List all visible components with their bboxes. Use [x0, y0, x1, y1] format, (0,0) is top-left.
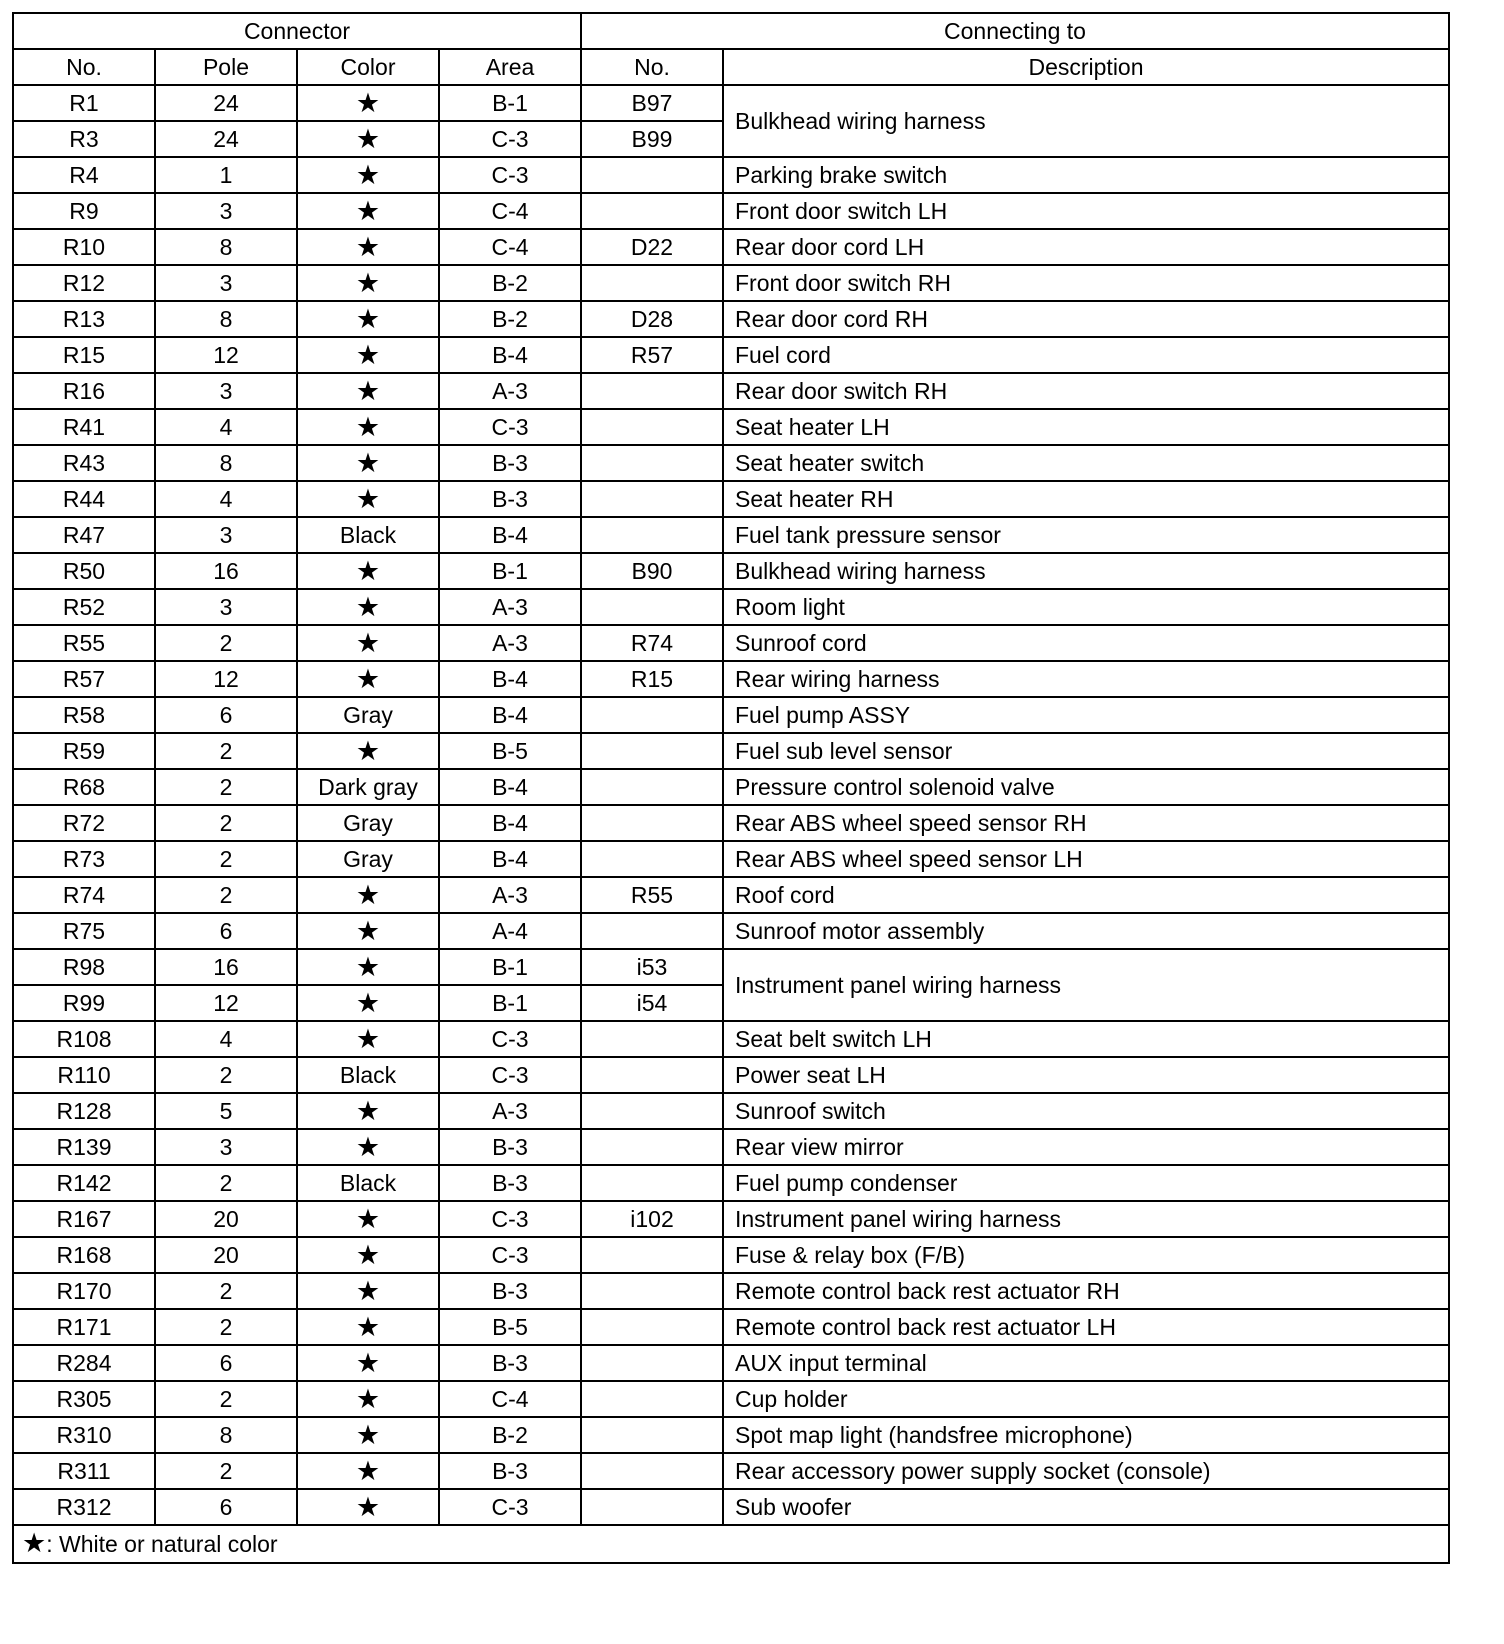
- cell-pole: 6: [155, 1345, 297, 1381]
- cell-pole: 2: [155, 1273, 297, 1309]
- cell-area: B-4: [439, 841, 581, 877]
- cell-connecting-no: B99: [581, 121, 723, 157]
- cell-description: Front door switch LH: [723, 193, 1449, 229]
- cell-area: C-4: [439, 229, 581, 265]
- table-row: [13, 1345, 1449, 1381]
- cell-description: Fuel tank pressure sensor: [723, 517, 1449, 553]
- table-row: [13, 193, 1449, 229]
- cell-area: C-3: [439, 1201, 581, 1237]
- cell-area: B-1: [439, 985, 581, 1021]
- cell-color-star-icon: ★: [297, 913, 439, 949]
- cell-connecting-no: [581, 1129, 723, 1165]
- cell-connector-no: R43: [13, 445, 155, 481]
- cell-area: B-4: [439, 337, 581, 373]
- cell-description: Sunroof motor assembly: [723, 913, 1449, 949]
- cell-connector-no: R16: [13, 373, 155, 409]
- cell-pole: 20: [155, 1201, 297, 1237]
- cell-description: Room light: [723, 589, 1449, 625]
- table-row: [13, 1201, 1449, 1237]
- connecting-to-group-header: Connecting to: [581, 13, 1449, 49]
- table-row: [13, 409, 1449, 445]
- cell-description: Fuel pump ASSY: [723, 697, 1449, 733]
- cell-description: Sub woofer: [723, 1489, 1449, 1525]
- cell-color-star-icon: ★: [297, 1021, 439, 1057]
- cell-color-star-icon: ★: [297, 445, 439, 481]
- cell-description: Power seat LH: [723, 1057, 1449, 1093]
- cell-color-star-icon: ★: [297, 121, 439, 157]
- cell-area: B-4: [439, 517, 581, 553]
- cell-connector-no: R75: [13, 913, 155, 949]
- cell-area: C-3: [439, 1489, 581, 1525]
- cell-color-star-icon: ★: [297, 1129, 439, 1165]
- cell-description: Sunroof switch: [723, 1093, 1449, 1129]
- cell-color-star-icon: ★: [297, 661, 439, 697]
- cell-connector-no: R52: [13, 589, 155, 625]
- legend-cell: [13, 1525, 1449, 1563]
- cell-color: Gray: [297, 697, 439, 733]
- cell-connector-no: R9: [13, 193, 155, 229]
- table-row: [13, 1273, 1449, 1309]
- cell-area: B-5: [439, 1309, 581, 1345]
- cell-connector-no: R98: [13, 949, 155, 985]
- cell-area: B-1: [439, 553, 581, 589]
- table-row: [13, 517, 1449, 553]
- cell-color: Gray: [297, 805, 439, 841]
- cell-description: Spot map light (handsfree microphone): [723, 1417, 1449, 1453]
- cell-pole: 20: [155, 1237, 297, 1273]
- table-row: [13, 769, 1449, 805]
- table-footer: [13, 1525, 1449, 1563]
- cell-area: C-3: [439, 1237, 581, 1273]
- cell-connector-no: R167: [13, 1201, 155, 1237]
- cell-connector-no: R58: [13, 697, 155, 733]
- cell-connector-no: R110: [13, 1057, 155, 1093]
- cell-connecting-no: [581, 193, 723, 229]
- cell-connecting-no: [581, 1165, 723, 1201]
- cell-connector-no: R73: [13, 841, 155, 877]
- cell-connector-no: R310: [13, 1417, 155, 1453]
- cell-pole: 2: [155, 1057, 297, 1093]
- cell-color-star-icon: ★: [297, 877, 439, 913]
- table-row: [13, 373, 1449, 409]
- cell-area: A-3: [439, 1093, 581, 1129]
- cell-pole: 6: [155, 1489, 297, 1525]
- cell-description: Bulkhead wiring harness: [723, 553, 1449, 589]
- cell-area: B-4: [439, 769, 581, 805]
- cell-connecting-no: R57: [581, 337, 723, 373]
- cell-color-star-icon: ★: [297, 1309, 439, 1345]
- cell-description: Rear ABS wheel speed sensor LH: [723, 841, 1449, 877]
- cell-connecting-no: i53: [581, 949, 723, 985]
- cell-connecting-no: R74: [581, 625, 723, 661]
- cell-connecting-no: [581, 733, 723, 769]
- cell-color-star-icon: ★: [297, 553, 439, 589]
- table-row: [13, 301, 1449, 337]
- table-row: [13, 1453, 1449, 1489]
- cell-connector-no: R99: [13, 985, 155, 1021]
- cell-pole: 16: [155, 553, 297, 589]
- cell-connecting-no: [581, 1309, 723, 1345]
- cell-connecting-no: [581, 1345, 723, 1381]
- cell-color-star-icon: ★: [297, 85, 439, 121]
- cell-connector-no: R74: [13, 877, 155, 913]
- cell-connector-no: R284: [13, 1345, 155, 1381]
- cell-pole: 3: [155, 1129, 297, 1165]
- table-row: [13, 1381, 1449, 1417]
- cell-color-star-icon: ★: [297, 1381, 439, 1417]
- cell-connector-no: R44: [13, 481, 155, 517]
- cell-area: C-3: [439, 1021, 581, 1057]
- cell-connector-no: R312: [13, 1489, 155, 1525]
- cell-connector-no: R3: [13, 121, 155, 157]
- table-row: [13, 697, 1449, 733]
- cell-pole: 12: [155, 661, 297, 697]
- cell-area: C-3: [439, 157, 581, 193]
- cell-color-star-icon: ★: [297, 1201, 439, 1237]
- cell-connector-no: R108: [13, 1021, 155, 1057]
- table-row: [13, 1309, 1449, 1345]
- cell-description: Rear door switch RH: [723, 373, 1449, 409]
- table-row: [13, 85, 1449, 121]
- cell-pole: 3: [155, 265, 297, 301]
- cell-color-star-icon: ★: [297, 1417, 439, 1453]
- cell-pole: 6: [155, 697, 297, 733]
- cell-description: Instrument panel wiring harness: [723, 1201, 1449, 1237]
- table-row: [13, 841, 1449, 877]
- cell-color-star-icon: ★: [297, 589, 439, 625]
- cell-pole: 4: [155, 481, 297, 517]
- cell-pole: 24: [155, 121, 297, 157]
- cell-connector-no: R55: [13, 625, 155, 661]
- cell-connecting-no: [581, 913, 723, 949]
- cell-connector-no: R128: [13, 1093, 155, 1129]
- cell-area: A-3: [439, 373, 581, 409]
- cell-pole: 4: [155, 1021, 297, 1057]
- cell-connector-no: R15: [13, 337, 155, 373]
- table-row: [13, 949, 1449, 985]
- cell-connecting-no: B90: [581, 553, 723, 589]
- table-row: [13, 229, 1449, 265]
- cell-pole: 2: [155, 625, 297, 661]
- cell-connecting-no: [581, 1093, 723, 1129]
- cell-pole: 2: [155, 805, 297, 841]
- cell-connector-no: R305: [13, 1381, 155, 1417]
- cell-connecting-no: R15: [581, 661, 723, 697]
- cell-pole: 2: [155, 1381, 297, 1417]
- cell-area: A-4: [439, 913, 581, 949]
- cell-area: B-1: [439, 85, 581, 121]
- cell-pole: 2: [155, 1309, 297, 1345]
- col-header-pole: Pole: [155, 49, 297, 85]
- cell-description: Remote control back rest actuator LH: [723, 1309, 1449, 1345]
- cell-color: Black: [297, 1165, 439, 1201]
- cell-pole: 3: [155, 373, 297, 409]
- cell-connecting-no: [581, 1417, 723, 1453]
- cell-pole: 8: [155, 1417, 297, 1453]
- cell-area: B-2: [439, 265, 581, 301]
- col-header-color: Color: [297, 49, 439, 85]
- cell-pole: 2: [155, 841, 297, 877]
- table-row: [13, 913, 1449, 949]
- cell-connecting-no: [581, 769, 723, 805]
- cell-connector-no: R68: [13, 769, 155, 805]
- cell-connector-no: R4: [13, 157, 155, 193]
- cell-area: B-3: [439, 1129, 581, 1165]
- cell-connecting-no: D22: [581, 229, 723, 265]
- cell-description: Rear ABS wheel speed sensor RH: [723, 805, 1449, 841]
- table-row: [13, 1129, 1449, 1165]
- cell-connecting-no: [581, 1381, 723, 1417]
- cell-area: B-3: [439, 1273, 581, 1309]
- cell-description: Remote control back rest actuator RH: [723, 1273, 1449, 1309]
- star-icon: ★: [22, 1528, 47, 1559]
- cell-connector-no: R171: [13, 1309, 155, 1345]
- cell-description: Instrument panel wiring harness: [723, 949, 1449, 1021]
- cell-pole: 2: [155, 877, 297, 913]
- cell-color-star-icon: ★: [297, 301, 439, 337]
- cell-description: Pressure control solenoid valve: [723, 769, 1449, 805]
- cell-connector-no: R139: [13, 1129, 155, 1165]
- cell-description: Bulkhead wiring harness: [723, 85, 1449, 157]
- cell-color-star-icon: ★: [297, 625, 439, 661]
- cell-area: B-4: [439, 697, 581, 733]
- col-header-description: Description: [723, 49, 1449, 85]
- cell-connecting-no: [581, 1021, 723, 1057]
- cell-connector-no: R12: [13, 265, 155, 301]
- table-row: [13, 265, 1449, 301]
- cell-description: Fuel cord: [723, 337, 1449, 373]
- cell-color: Black: [297, 1057, 439, 1093]
- cell-pole: 6: [155, 913, 297, 949]
- cell-connecting-no: i102: [581, 1201, 723, 1237]
- cell-connecting-no: [581, 517, 723, 553]
- cell-description: Rear door cord LH: [723, 229, 1449, 265]
- cell-description: Rear accessory power supply socket (console): [723, 1453, 1449, 1489]
- table-row: [13, 1057, 1449, 1093]
- cell-pole: 3: [155, 589, 297, 625]
- cell-connecting-no: [581, 1453, 723, 1489]
- cell-pole: 12: [155, 337, 297, 373]
- cell-color-star-icon: ★: [297, 229, 439, 265]
- cell-pole: 4: [155, 409, 297, 445]
- cell-connecting-no: [581, 445, 723, 481]
- cell-description: Fuel sub level sensor: [723, 733, 1449, 769]
- cell-connecting-no: D28: [581, 301, 723, 337]
- cell-pole: 8: [155, 445, 297, 481]
- cell-area: B-4: [439, 805, 581, 841]
- cell-area: B-3: [439, 1345, 581, 1381]
- cell-description: Seat heater RH: [723, 481, 1449, 517]
- table-row: [13, 733, 1449, 769]
- cell-pole: 5: [155, 1093, 297, 1129]
- cell-color: Black: [297, 517, 439, 553]
- cell-area: B-3: [439, 1165, 581, 1201]
- cell-description: Roof cord: [723, 877, 1449, 913]
- cell-connector-no: R170: [13, 1273, 155, 1309]
- table-row: [13, 1093, 1449, 1129]
- col-header-connecting-no: No.: [581, 49, 723, 85]
- cell-connector-no: R50: [13, 553, 155, 589]
- table-row: [13, 445, 1449, 481]
- cell-connector-no: R10: [13, 229, 155, 265]
- connector-table: [12, 12, 1450, 1564]
- cell-description: Fuel pump condenser: [723, 1165, 1449, 1201]
- cell-connector-no: R142: [13, 1165, 155, 1201]
- cell-color-star-icon: ★: [297, 409, 439, 445]
- cell-pole: 8: [155, 229, 297, 265]
- cell-color-star-icon: ★: [297, 337, 439, 373]
- cell-description: AUX input terminal: [723, 1345, 1449, 1381]
- cell-color-star-icon: ★: [297, 1345, 439, 1381]
- cell-connecting-no: [581, 697, 723, 733]
- cell-connecting-no: [581, 265, 723, 301]
- cell-color-star-icon: ★: [297, 481, 439, 517]
- table-row: [13, 157, 1449, 193]
- cell-color-star-icon: ★: [297, 949, 439, 985]
- cell-connecting-no: [581, 157, 723, 193]
- table-row: [13, 1021, 1449, 1057]
- legend-text: : White or natural color: [46, 1531, 278, 1557]
- cell-description: Seat belt switch LH: [723, 1021, 1449, 1057]
- cell-pole: 24: [155, 85, 297, 121]
- cell-description: Sunroof cord: [723, 625, 1449, 661]
- cell-connector-no: R41: [13, 409, 155, 445]
- cell-area: B-2: [439, 301, 581, 337]
- header-group-row: [13, 13, 1449, 49]
- table-row: [13, 805, 1449, 841]
- table-body: [13, 85, 1449, 1525]
- col-header-area: Area: [439, 49, 581, 85]
- cell-area: B-3: [439, 1453, 581, 1489]
- cell-pole: 1: [155, 157, 297, 193]
- table-row: [13, 1489, 1449, 1525]
- cell-connector-no: R1: [13, 85, 155, 121]
- cell-connecting-no: [581, 409, 723, 445]
- cell-color: Dark gray: [297, 769, 439, 805]
- table-row: [13, 1417, 1449, 1453]
- cell-area: C-3: [439, 409, 581, 445]
- cell-description: Parking brake switch: [723, 157, 1449, 193]
- cell-area: A-3: [439, 877, 581, 913]
- cell-pole: 2: [155, 1165, 297, 1201]
- cell-description: Rear view mirror: [723, 1129, 1449, 1165]
- cell-area: C-4: [439, 1381, 581, 1417]
- cell-description: Rear wiring harness: [723, 661, 1449, 697]
- cell-connector-no: R168: [13, 1237, 155, 1273]
- table-row: [13, 625, 1449, 661]
- cell-connecting-no: [581, 481, 723, 517]
- cell-connecting-no: [581, 1273, 723, 1309]
- col-header-no: No.: [13, 49, 155, 85]
- cell-connector-no: R311: [13, 1453, 155, 1489]
- cell-area: B-4: [439, 661, 581, 697]
- cell-color-star-icon: ★: [297, 1237, 439, 1273]
- cell-area: B-1: [439, 949, 581, 985]
- table-row: [13, 589, 1449, 625]
- connector-group-header: Connector: [13, 13, 581, 49]
- cell-pole: 3: [155, 517, 297, 553]
- cell-pole: 2: [155, 733, 297, 769]
- cell-color: Gray: [297, 841, 439, 877]
- table-row: [13, 553, 1449, 589]
- cell-description: Fuse & relay box (F/B): [723, 1237, 1449, 1273]
- cell-pole: 8: [155, 301, 297, 337]
- cell-connecting-no: [581, 805, 723, 841]
- cell-pole: 3: [155, 193, 297, 229]
- cell-description: Cup holder: [723, 1381, 1449, 1417]
- cell-area: C-3: [439, 1057, 581, 1093]
- cell-connecting-no: [581, 1237, 723, 1273]
- cell-color-star-icon: ★: [297, 157, 439, 193]
- cell-area: A-3: [439, 589, 581, 625]
- header-columns-row: [13, 49, 1449, 85]
- cell-description: Seat heater switch: [723, 445, 1449, 481]
- table-row: [13, 1237, 1449, 1273]
- cell-color-star-icon: ★: [297, 733, 439, 769]
- legend-row: [13, 1525, 1449, 1563]
- cell-connector-no: R57: [13, 661, 155, 697]
- cell-color-star-icon: ★: [297, 1273, 439, 1309]
- cell-area: A-3: [439, 625, 581, 661]
- cell-connecting-no: B97: [581, 85, 723, 121]
- cell-color-star-icon: ★: [297, 1453, 439, 1489]
- cell-area: B-3: [439, 481, 581, 517]
- cell-area: B-3: [439, 445, 581, 481]
- cell-connecting-no: [581, 1489, 723, 1525]
- cell-color-star-icon: ★: [297, 373, 439, 409]
- cell-color-star-icon: ★: [297, 265, 439, 301]
- cell-connecting-no: [581, 841, 723, 877]
- cell-description: Front door switch RH: [723, 265, 1449, 301]
- cell-area: B-2: [439, 1417, 581, 1453]
- cell-area: C-3: [439, 121, 581, 157]
- cell-connector-no: R72: [13, 805, 155, 841]
- cell-color-star-icon: ★: [297, 1093, 439, 1129]
- cell-area: C-4: [439, 193, 581, 229]
- table-row: [13, 1165, 1449, 1201]
- cell-connecting-no: [581, 373, 723, 409]
- connector-table-wrapper: [12, 12, 1450, 1564]
- cell-pole: 16: [155, 949, 297, 985]
- cell-connecting-no: [581, 1057, 723, 1093]
- cell-connecting-no: i54: [581, 985, 723, 1021]
- cell-area: B-5: [439, 733, 581, 769]
- cell-pole: 2: [155, 1453, 297, 1489]
- cell-pole: 2: [155, 769, 297, 805]
- cell-connector-no: R59: [13, 733, 155, 769]
- cell-connecting-no: R55: [581, 877, 723, 913]
- cell-pole: 12: [155, 985, 297, 1021]
- cell-description: Rear door cord RH: [723, 301, 1449, 337]
- table-header: [13, 13, 1449, 85]
- cell-color-star-icon: ★: [297, 1489, 439, 1525]
- table-row: [13, 337, 1449, 373]
- cell-color-star-icon: ★: [297, 985, 439, 1021]
- table-row: [13, 661, 1449, 697]
- cell-description: Seat heater LH: [723, 409, 1449, 445]
- cell-connector-no: R47: [13, 517, 155, 553]
- cell-connecting-no: [581, 589, 723, 625]
- table-row: [13, 877, 1449, 913]
- cell-connector-no: R13: [13, 301, 155, 337]
- cell-color-star-icon: ★: [297, 193, 439, 229]
- table-row: [13, 481, 1449, 517]
